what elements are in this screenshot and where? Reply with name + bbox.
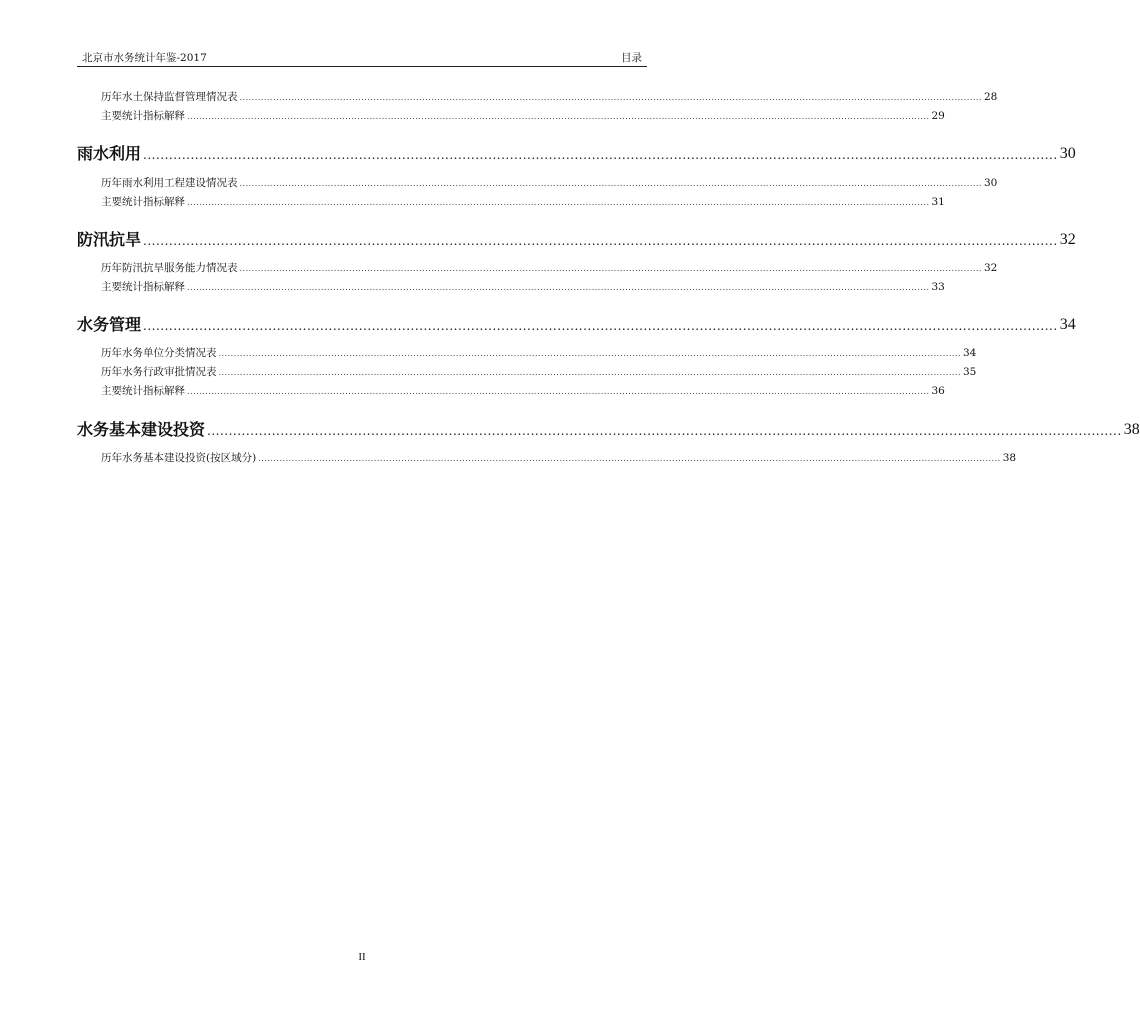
- toc-entry-page: 38: [1002, 452, 1017, 464]
- toc-section-title: 水务基本建设投资: [77, 420, 206, 439]
- leader-dots: ....................................................................................................................................................................................................................: [207, 424, 1122, 438]
- toc-entry-page: 35: [962, 366, 977, 378]
- toc-entry-title: 历年水土保持监督管理情况表: [101, 91, 238, 103]
- toc-entry-title: 主要统计指标解释: [101, 385, 185, 397]
- toc-entry[interactable]: [101, 451, 1017, 465]
- leader-dots: ....................................................................................................................................................................................................................................................: [239, 179, 982, 188]
- toc-entry-page: 34: [962, 347, 977, 359]
- leader-dots: ....................................................................................................................................................................................................................................................: [187, 283, 930, 292]
- toc-section-title: 水务管理: [77, 315, 142, 334]
- toc-entry-title: 历年雨水利用工程建设情况表: [101, 177, 238, 189]
- toc-entry-title: 历年水务行政审批情况表: [101, 366, 217, 378]
- toc-section-page: 30: [1059, 145, 1076, 162]
- leader-dots: ....................................................................................................................................................................................................................................................: [187, 112, 930, 121]
- toc-entry[interactable]: [101, 280, 945, 294]
- toc-entry-title: 主要统计指标解释: [101, 281, 185, 293]
- toc-entry[interactable]: [101, 90, 998, 104]
- toc-entry-title: 历年水务基本建设投资(按区域分): [101, 452, 257, 464]
- header-section: 目录: [621, 52, 642, 64]
- toc-section-page: 32: [1059, 231, 1076, 248]
- toc-entry[interactable]: [101, 365, 977, 379]
- leader-dots: ....................................................................................................................................................................................................................................................: [187, 198, 930, 207]
- leader-dots: ....................................................................................................................................................................................................................: [143, 148, 1058, 162]
- toc-section-page: 34: [1059, 316, 1076, 333]
- leader-dots: ....................................................................................................................................................................................................................: [143, 234, 1058, 248]
- toc-section[interactable]: [77, 144, 1076, 164]
- toc-entry-title: 主要统计指标解释: [101, 196, 185, 208]
- toc-entry[interactable]: [101, 384, 945, 398]
- toc-entry-title: 历年防汛抗旱服务能力情况表: [101, 262, 238, 274]
- toc-section-title: 雨水利用: [77, 144, 142, 163]
- leader-dots: ....................................................................................................................................................................................................................................................: [218, 349, 961, 358]
- toc-section[interactable]: [77, 420, 1140, 440]
- leader-dots: ....................................................................................................................................................................................................................................................: [258, 454, 1001, 463]
- leader-dots: ....................................................................................................................................................................................................................: [143, 319, 1058, 333]
- toc-entry[interactable]: [101, 176, 998, 190]
- leader-dots: ....................................................................................................................................................................................................................................................: [187, 387, 930, 396]
- toc-entry-page: 30: [983, 177, 998, 189]
- toc-section[interactable]: [77, 230, 1076, 250]
- header-title: 北京市水务统计年鉴-2017: [82, 52, 207, 64]
- toc-entry-page: 33: [931, 281, 945, 293]
- toc-entry-title: 主要统计指标解释: [101, 110, 185, 122]
- toc-entry[interactable]: [101, 261, 998, 275]
- toc-entry-title: 历年水务单位分类情况表: [101, 347, 217, 359]
- toc-entry-page: 29: [931, 110, 945, 122]
- leader-dots: ....................................................................................................................................................................................................................................................: [218, 368, 961, 377]
- toc-section[interactable]: [77, 315, 1076, 335]
- leader-dots: ....................................................................................................................................................................................................................................................: [239, 93, 982, 102]
- toc-entry[interactable]: [101, 346, 977, 360]
- toc-entry[interactable]: [101, 195, 945, 209]
- toc-entry-page: 32: [983, 262, 998, 274]
- toc-entry-page: 31: [931, 196, 945, 208]
- page-number: II: [358, 951, 366, 963]
- toc-section-title: 防汛抗旱: [77, 230, 142, 249]
- toc-section-page: 38: [1123, 421, 1140, 438]
- toc-entry-page: 28: [983, 91, 998, 103]
- toc-entry[interactable]: [101, 109, 945, 123]
- toc-entry-page: 36: [931, 385, 945, 397]
- leader-dots: ....................................................................................................................................................................................................................................................: [239, 264, 982, 273]
- page-header: [77, 52, 647, 67]
